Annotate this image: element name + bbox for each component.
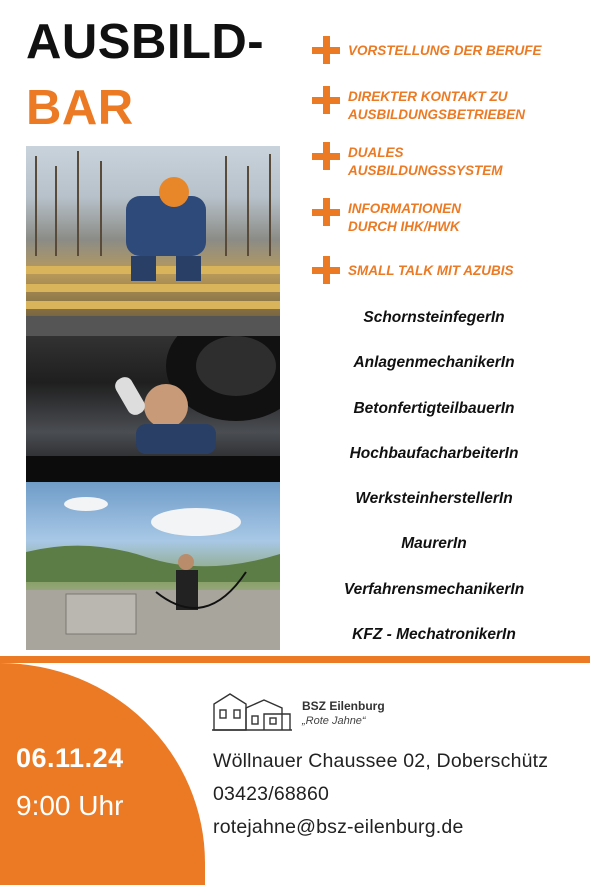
event-time: 9:00 Uhr [16,790,124,821]
feature-item [312,256,513,284]
profession-item: AnlagenmechanikerIn [353,354,515,372]
email-address: rotejahne@bsz-eilenburg.de [213,816,464,838]
plus-icon [312,256,340,284]
photo-mechanic-under-car [26,316,280,482]
feature-text: DIREKTER KONTAKT ZU AUSBILDUNGSBETRIEBEN [348,89,526,122]
profession-item: HochbaufacharbeiterIn [349,444,519,462]
phone-number: 03423/68860 [213,783,330,805]
profession-item: MaurerIn [401,535,467,553]
profession-item: SchornsteinfegerIn [363,309,505,326]
divider-bar [0,656,590,663]
feature-item [312,142,548,179]
feature-item [312,86,558,123]
school-subtitle: „Rote Jahne“ [302,715,366,727]
profession-item: WerksteinherstellerIn [355,490,513,508]
photo-chimney-sweep [26,482,280,650]
date-panel [0,663,205,885]
title-line-1: AUSBILD- [26,15,265,69]
profession-item: VerfahrensmechanikerIn [343,580,525,598]
title-line-2: BAR [26,81,134,135]
profession-item: KFZ - MechatronikerIn [352,626,516,644]
photo-construction-worker [26,146,280,316]
address: Wöllnauer Chaussee 02, Doberschütz [213,750,549,772]
feature-item [312,36,542,64]
feature-text: SMALL TALK MIT AZUBIS [348,263,514,278]
plus-icon [312,36,340,64]
profession-list [296,304,572,666]
school-name: BSZ Eilenburg [302,699,385,713]
event-date: 06.11.24 [16,743,124,773]
feature-text: VORSTELLUNG DER BERUFE [348,43,542,58]
plus-icon [312,198,340,226]
plus-icon [312,142,340,170]
school-logo-icon [212,690,292,732]
plus-icon [312,86,340,114]
profession-item: BetonfertigteilbauerIn [353,399,515,417]
feature-text: INFORMATIONEN DURCH IHK/HWK [348,201,461,234]
feature-item [312,198,498,235]
feature-text: DUALES AUSBILDUNGSSYSTEM [348,145,503,178]
